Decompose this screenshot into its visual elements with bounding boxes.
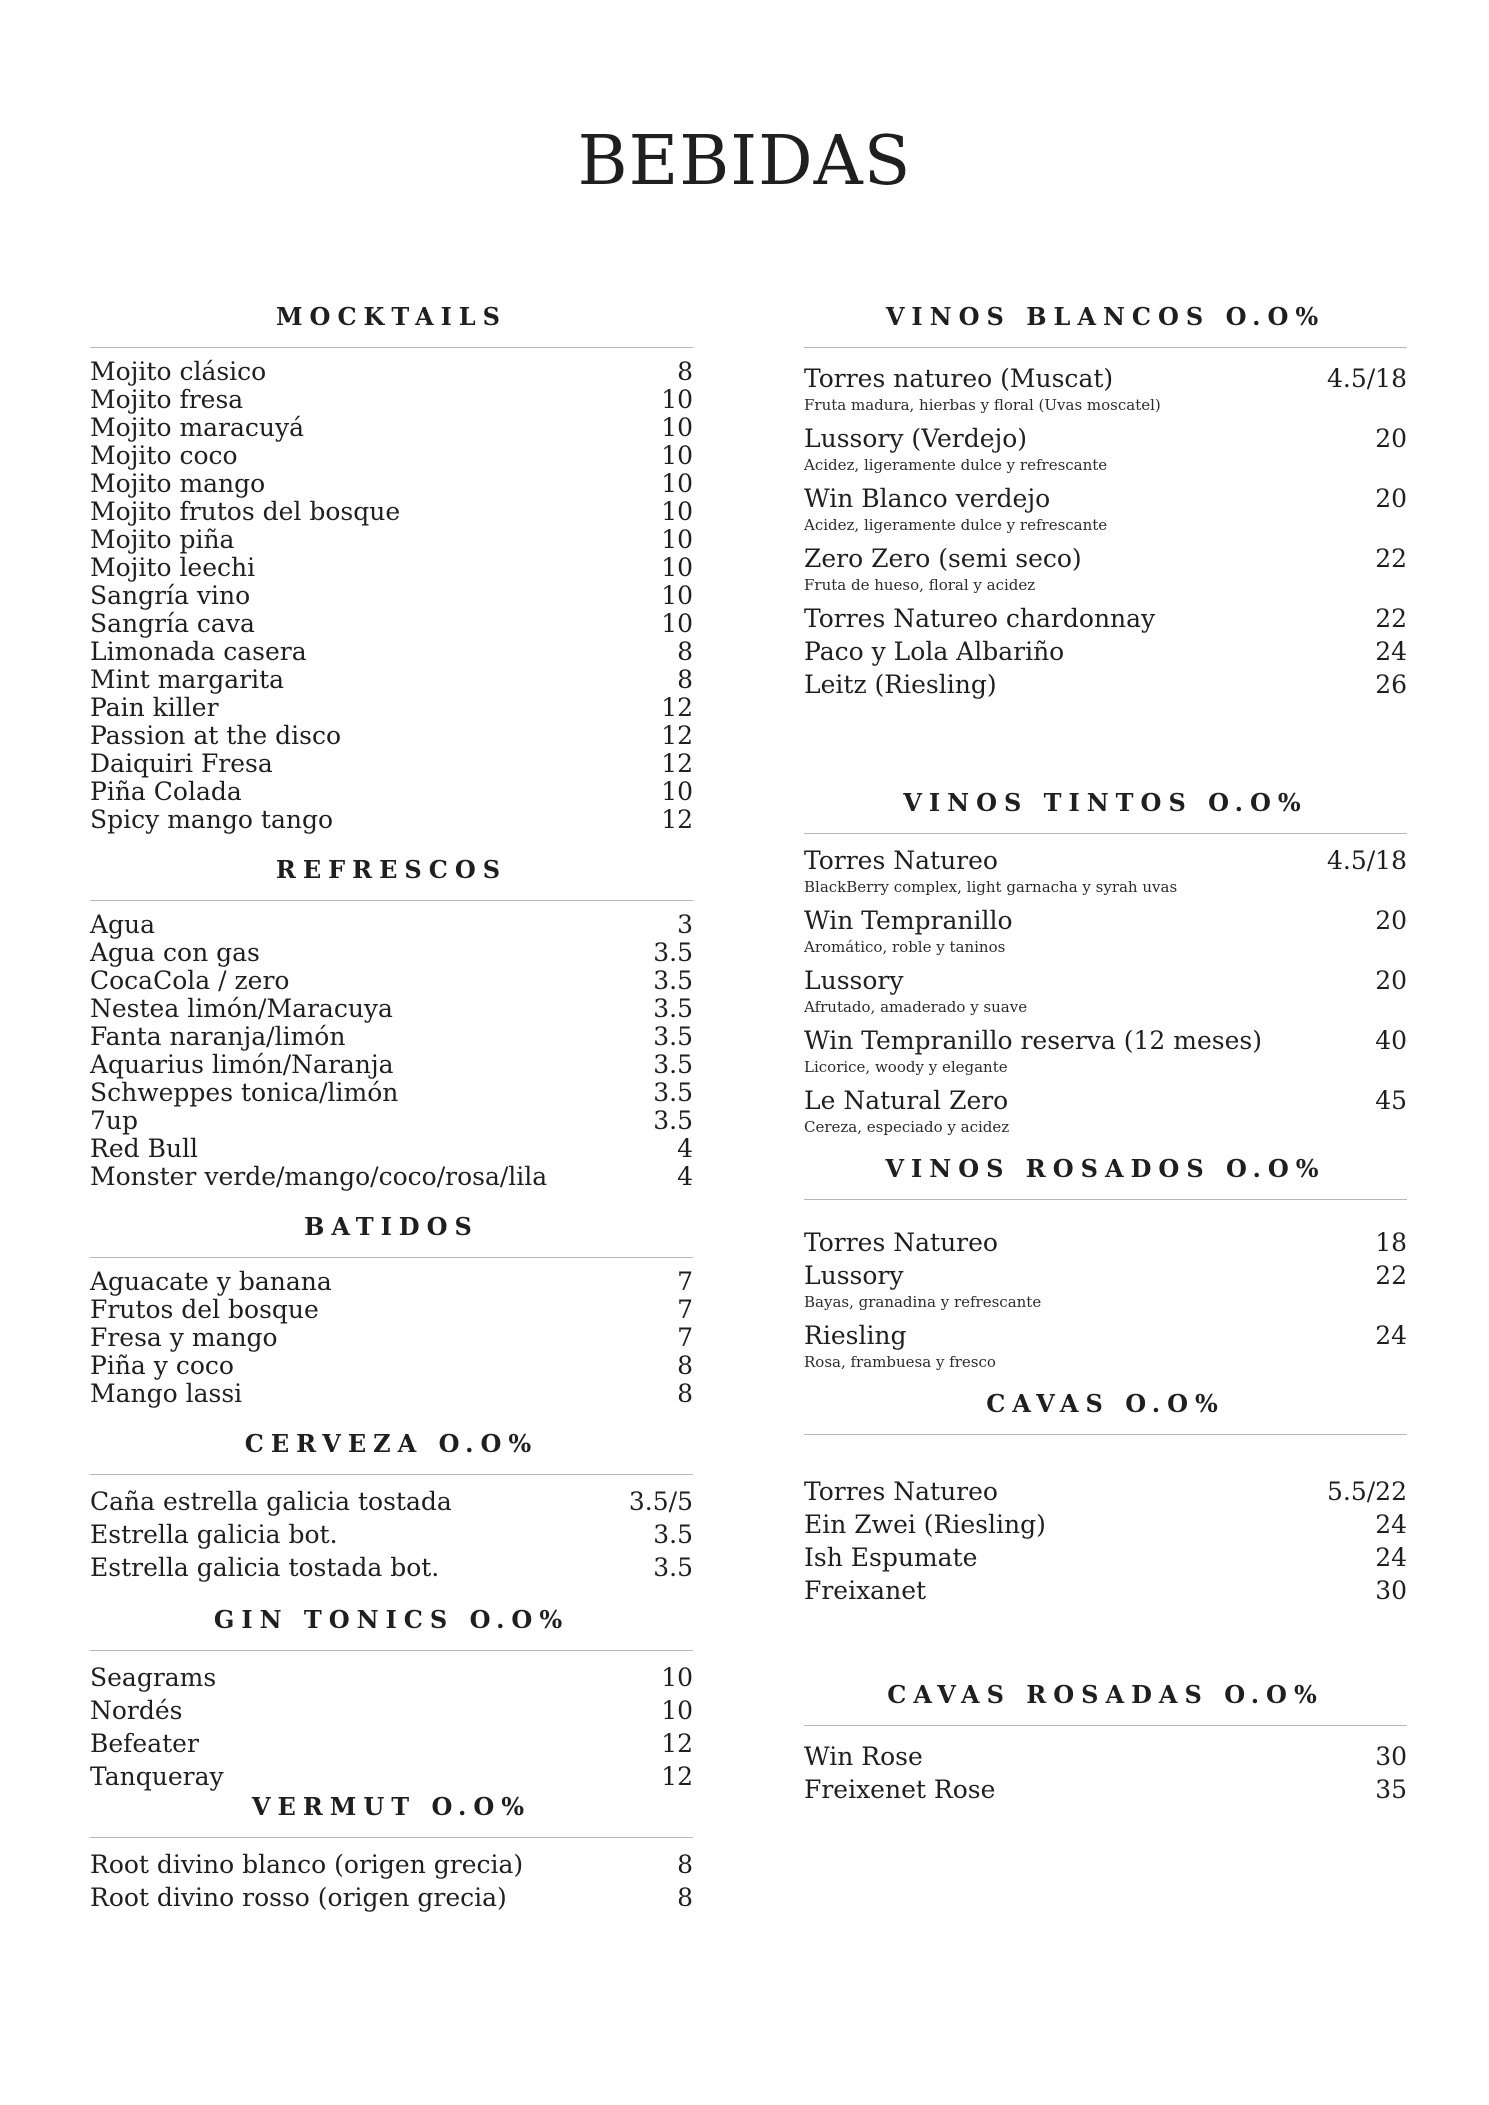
item-name: Mango lassi — [90, 1379, 243, 1408]
section-title: CERVEZA O.O% — [90, 1432, 693, 1475]
menu-item — [90, 1163, 693, 1191]
item-name: Pain killer — [90, 693, 219, 722]
item-name: Lussory — [804, 1261, 904, 1290]
item-price: 10 — [661, 1696, 693, 1725]
item-name: Root divino rosso (origen grecia) — [90, 1883, 507, 1912]
menu-item — [90, 995, 693, 1023]
menu-item — [90, 1324, 693, 1352]
section-title: VINOS TINTOS O.O% — [804, 791, 1407, 834]
item-name: Estrella galicia bot. — [90, 1520, 338, 1549]
section-vermut-o-o — [90, 1792, 693, 1914]
item-name: Torres Natureo chardonnay — [804, 604, 1156, 633]
item-price: 3.5 — [653, 1050, 693, 1079]
item-name: Fresa y mango — [90, 1323, 278, 1352]
item-name: Torres Natureo — [804, 846, 998, 875]
item-name: Nestea limón/Maracuya — [90, 994, 393, 1023]
item-price: 3.5 — [653, 1520, 693, 1549]
item-price: 10 — [661, 581, 693, 610]
section-title: BATIDOS — [90, 1215, 693, 1258]
item-list — [804, 1200, 1407, 1372]
item-price: 3.5 — [653, 966, 693, 995]
menu-item — [804, 904, 1407, 937]
menu-item — [804, 964, 1407, 997]
menu-item — [90, 638, 693, 666]
item-name: Fanta naranja/limón — [90, 1022, 346, 1051]
menu-item — [804, 602, 1407, 635]
item-name: Agua con gas — [90, 938, 260, 967]
item-price: 10 — [661, 777, 693, 806]
menu-item — [90, 1352, 693, 1380]
menu-item — [804, 542, 1407, 575]
menu-item — [804, 1773, 1407, 1806]
item-price: 8 — [677, 665, 693, 694]
menu-item — [804, 482, 1407, 515]
item-price: 35 — [1375, 1775, 1407, 1804]
item-price: 10 — [661, 553, 693, 582]
section-vinos-blancos-o-o — [804, 302, 1407, 701]
item-price: 10 — [661, 1663, 693, 1692]
item-price: 12 — [661, 693, 693, 722]
item-price: 40 — [1375, 1026, 1407, 1055]
menu-item — [90, 694, 693, 722]
item-price: 8 — [677, 1883, 693, 1912]
item-name: Piña y coco — [90, 1351, 234, 1380]
menu-item — [90, 1023, 693, 1051]
menu-item — [804, 1319, 1407, 1352]
item-price: 3.5 — [653, 1106, 693, 1135]
menu-item — [90, 554, 693, 582]
item-description: Fruta de hueso, floral y acidez — [804, 576, 1036, 594]
menu-item — [90, 967, 693, 995]
section-cavas-o-o — [804, 1389, 1407, 1607]
item-description: Licorice, woody y elegante — [804, 1058, 1008, 1076]
menu-item — [90, 1848, 693, 1881]
menu-item — [90, 1881, 693, 1914]
item-list — [90, 1258, 693, 1408]
item-price: 20 — [1375, 966, 1407, 995]
menu-item — [804, 1475, 1407, 1508]
item-name: Win Rose — [804, 1742, 923, 1771]
item-name: Agua — [90, 910, 156, 939]
menu-item — [804, 1508, 1407, 1541]
item-price: 8 — [677, 637, 693, 666]
menu-item — [90, 666, 693, 694]
menu-item — [90, 498, 693, 526]
item-price: 10 — [661, 469, 693, 498]
item-list — [804, 834, 1407, 1137]
item-price: 10 — [661, 413, 693, 442]
item-name: Aquarius limón/Naranja — [90, 1050, 394, 1079]
item-price: 5.5/22 — [1327, 1477, 1407, 1506]
item-name: Freixenet Rose — [804, 1775, 996, 1804]
item-name: Mojito coco — [90, 441, 238, 470]
item-name: CocaCola / zero — [90, 966, 290, 995]
item-price: 20 — [1375, 906, 1407, 935]
item-price: 3.5/5 — [628, 1487, 693, 1516]
menu-item — [90, 806, 693, 834]
item-name: Ein Zwei (Riesling) — [804, 1510, 1046, 1539]
item-name: Mojito piña — [90, 525, 235, 554]
menu-item — [90, 1135, 693, 1163]
item-price: 4 — [677, 1134, 693, 1163]
item-name: Mojito maracuyá — [90, 413, 305, 442]
menu-item — [90, 1380, 693, 1408]
item-price: 4 — [677, 1162, 693, 1191]
menu-item — [90, 1079, 693, 1107]
item-price: 22 — [1375, 1261, 1407, 1290]
item-name: Sangría cava — [90, 609, 255, 638]
item-price: 24 — [1375, 1321, 1407, 1350]
section-cerveza-o-o — [90, 1429, 693, 1584]
item-name: 7up — [90, 1106, 139, 1135]
item-name: Mojito frutos del bosque — [90, 497, 401, 526]
item-price: 18 — [1375, 1228, 1407, 1257]
item-name: Mint margarita — [90, 665, 285, 694]
menu-item — [90, 1760, 693, 1793]
item-price: 26 — [1375, 670, 1407, 699]
section-vinos-rosados-o-o — [804, 1154, 1407, 1372]
item-price: 12 — [661, 805, 693, 834]
item-name: Piña Colada — [90, 777, 242, 806]
item-name: Riesling — [804, 1321, 907, 1350]
item-price: 4.5/18 — [1327, 846, 1407, 875]
menu-item — [90, 1107, 693, 1135]
section-gin-tonics-o-o — [90, 1605, 693, 1793]
menu-item — [90, 1051, 693, 1079]
item-name: Mojito clásico — [90, 357, 267, 386]
left-column — [90, 302, 693, 1914]
item-name: Estrella galicia tostada bot. — [90, 1553, 440, 1582]
item-name: Frutos del bosque — [90, 1295, 319, 1324]
menu-item — [804, 422, 1407, 455]
menu-item — [90, 750, 693, 778]
item-name: Torres Natureo — [804, 1228, 998, 1257]
item-name: Sangría vino — [90, 581, 251, 610]
item-name: Daiquiri Fresa — [90, 749, 273, 778]
item-list — [90, 901, 693, 1191]
item-name: Lussory (Verdejo) — [804, 424, 1028, 453]
item-list — [804, 348, 1407, 701]
item-price: 10 — [661, 385, 693, 414]
item-name: Mojito fresa — [90, 385, 244, 414]
section-mocktails — [90, 302, 693, 834]
item-description: Fruta madura, hierbas y floral (Uvas moscatel) — [804, 396, 1161, 414]
menu-item — [804, 1226, 1407, 1259]
item-name: Monster verde/mango/coco/rosa/lila — [90, 1162, 548, 1191]
menu-item — [90, 1694, 693, 1727]
section-title: VINOS BLANCOS O.O% — [804, 305, 1407, 348]
menu-item — [90, 386, 693, 414]
item-name: Spicy mango tango — [90, 805, 334, 834]
menu-item — [90, 1727, 693, 1760]
item-price: 3.5 — [653, 1078, 693, 1107]
menu-item — [804, 362, 1407, 395]
menu-item — [90, 582, 693, 610]
item-price: 3.5 — [653, 994, 693, 1023]
section-cavas-rosadas-o-o — [804, 1680, 1407, 1806]
menu-item — [90, 358, 693, 386]
item-name: Mojito mango — [90, 469, 266, 498]
item-price: 7 — [677, 1295, 693, 1324]
item-description: Bayas, granadina y refrescante — [804, 1293, 1042, 1311]
item-price: 3.5 — [653, 938, 693, 967]
item-price: 4.5/18 — [1327, 364, 1407, 393]
section-title: GIN TONICS O.O% — [90, 1608, 693, 1651]
item-price: 20 — [1375, 484, 1407, 513]
section-title: VINOS ROSADOS O.O% — [804, 1157, 1407, 1200]
item-price: 24 — [1375, 1543, 1407, 1572]
menu-item — [90, 1268, 693, 1296]
menu-item — [90, 414, 693, 442]
item-price: 45 — [1375, 1086, 1407, 1115]
item-price: 10 — [661, 609, 693, 638]
item-name: Root divino blanco (origen grecia) — [90, 1850, 524, 1879]
item-list — [90, 1651, 693, 1793]
item-price: 7 — [677, 1267, 693, 1296]
menu-item — [90, 1296, 693, 1324]
menu-item — [90, 911, 693, 939]
item-name: Passion at the disco — [90, 721, 342, 750]
item-name: Zero Zero (semi seco) — [804, 544, 1082, 573]
item-price: 8 — [677, 1850, 693, 1879]
item-name: Win Tempranillo reserva (12 meses) — [804, 1026, 1262, 1055]
item-price: 24 — [1375, 1510, 1407, 1539]
section-title: CAVAS O.O% — [804, 1392, 1407, 1435]
item-name: Paco y Lola Albariño — [804, 637, 1065, 666]
item-description: Acidez, ligeramente dulce y refrescante — [804, 456, 1108, 474]
menu-item — [90, 442, 693, 470]
item-name: Freixanet — [804, 1576, 927, 1605]
item-description: Acidez, ligeramente dulce y refrescante — [804, 516, 1108, 534]
item-list — [804, 1726, 1407, 1806]
section-title: MOCKTAILS — [90, 305, 693, 348]
menu-item — [90, 470, 693, 498]
item-name: Tanqueray — [90, 1762, 224, 1791]
section-title: VERMUT O.O% — [90, 1795, 693, 1838]
item-description: Rosa, frambuesa y fresco — [804, 1353, 996, 1371]
menu-item — [804, 1259, 1407, 1292]
menu-item — [90, 1661, 693, 1694]
item-price: 7 — [677, 1323, 693, 1352]
item-name: Befeater — [90, 1729, 199, 1758]
menu-item — [804, 1541, 1407, 1574]
item-description: BlackBerry complex, light garnacha y syrah uvas — [804, 878, 1178, 896]
section-title: REFRESCOS — [90, 858, 693, 901]
item-name: Win Tempranillo — [804, 906, 1013, 935]
item-name: Red Bull — [90, 1134, 199, 1163]
item-price: 12 — [661, 1729, 693, 1758]
menu-item — [90, 722, 693, 750]
section-title: CAVAS ROSADAS O.O% — [804, 1683, 1407, 1726]
item-list — [90, 348, 693, 834]
item-price: 10 — [661, 497, 693, 526]
item-price: 3.5 — [653, 1553, 693, 1582]
item-description: Cereza, especiado y acidez — [804, 1118, 1010, 1136]
menu-item — [804, 1740, 1407, 1773]
menu-item — [90, 939, 693, 967]
menu-item — [90, 1518, 693, 1551]
item-name: Win Blanco verdejo — [804, 484, 1051, 513]
menu-item — [90, 610, 693, 638]
item-name: Lussory — [804, 966, 904, 995]
menu-item — [804, 1024, 1407, 1057]
item-name: Leitz (Riesling) — [804, 670, 997, 699]
item-price: 12 — [661, 721, 693, 750]
item-name: Torres natureo (Muscat) — [804, 364, 1114, 393]
item-price: 8 — [677, 357, 693, 386]
item-name: Caña estrella galicia tostada — [90, 1487, 452, 1516]
item-price: 12 — [661, 749, 693, 778]
item-price: 8 — [677, 1379, 693, 1408]
section-vinos-tintos-o-o — [804, 788, 1407, 1137]
right-column — [804, 302, 1407, 1806]
item-list — [804, 1435, 1407, 1607]
item-name: Limonada casera — [90, 637, 307, 666]
menu-item — [90, 778, 693, 806]
item-price: 10 — [661, 525, 693, 554]
menu-item — [804, 1574, 1407, 1607]
item-name: Seagrams — [90, 1663, 217, 1692]
item-price: 22 — [1375, 604, 1407, 633]
item-price: 24 — [1375, 637, 1407, 666]
item-description: Aromático, roble y taninos — [804, 938, 1006, 956]
menu-item — [90, 1551, 693, 1584]
item-name: Ish Espumate — [804, 1543, 978, 1572]
item-price: 3 — [677, 910, 693, 939]
item-price: 22 — [1375, 544, 1407, 573]
item-name: Torres Natureo — [804, 1477, 998, 1506]
section-batidos — [90, 1212, 693, 1408]
menu-item — [804, 844, 1407, 877]
menu-item — [90, 1485, 693, 1518]
item-name: Le Natural Zero — [804, 1086, 1009, 1115]
item-name: Schweppes tonica/limón — [90, 1078, 399, 1107]
menu-item — [804, 1084, 1407, 1117]
item-price: 20 — [1375, 424, 1407, 453]
item-list — [90, 1838, 693, 1914]
item-description: Afrutado, amaderado y suave — [804, 998, 1028, 1016]
page-title: BEBIDAS — [577, 122, 912, 201]
item-price: 30 — [1375, 1742, 1407, 1771]
item-price: 10 — [661, 441, 693, 470]
item-name: Nordés — [90, 1696, 183, 1725]
section-refrescos — [90, 855, 693, 1191]
item-price: 12 — [661, 1762, 693, 1791]
item-price: 8 — [677, 1351, 693, 1380]
menu-item — [804, 668, 1407, 701]
item-name: Aguacate y banana — [90, 1267, 332, 1296]
item-name: Mojito leechi — [90, 553, 256, 582]
item-price: 30 — [1375, 1576, 1407, 1605]
menu-item — [90, 526, 693, 554]
item-list — [90, 1475, 693, 1584]
item-price: 3.5 — [653, 1022, 693, 1051]
menu-item — [804, 635, 1407, 668]
